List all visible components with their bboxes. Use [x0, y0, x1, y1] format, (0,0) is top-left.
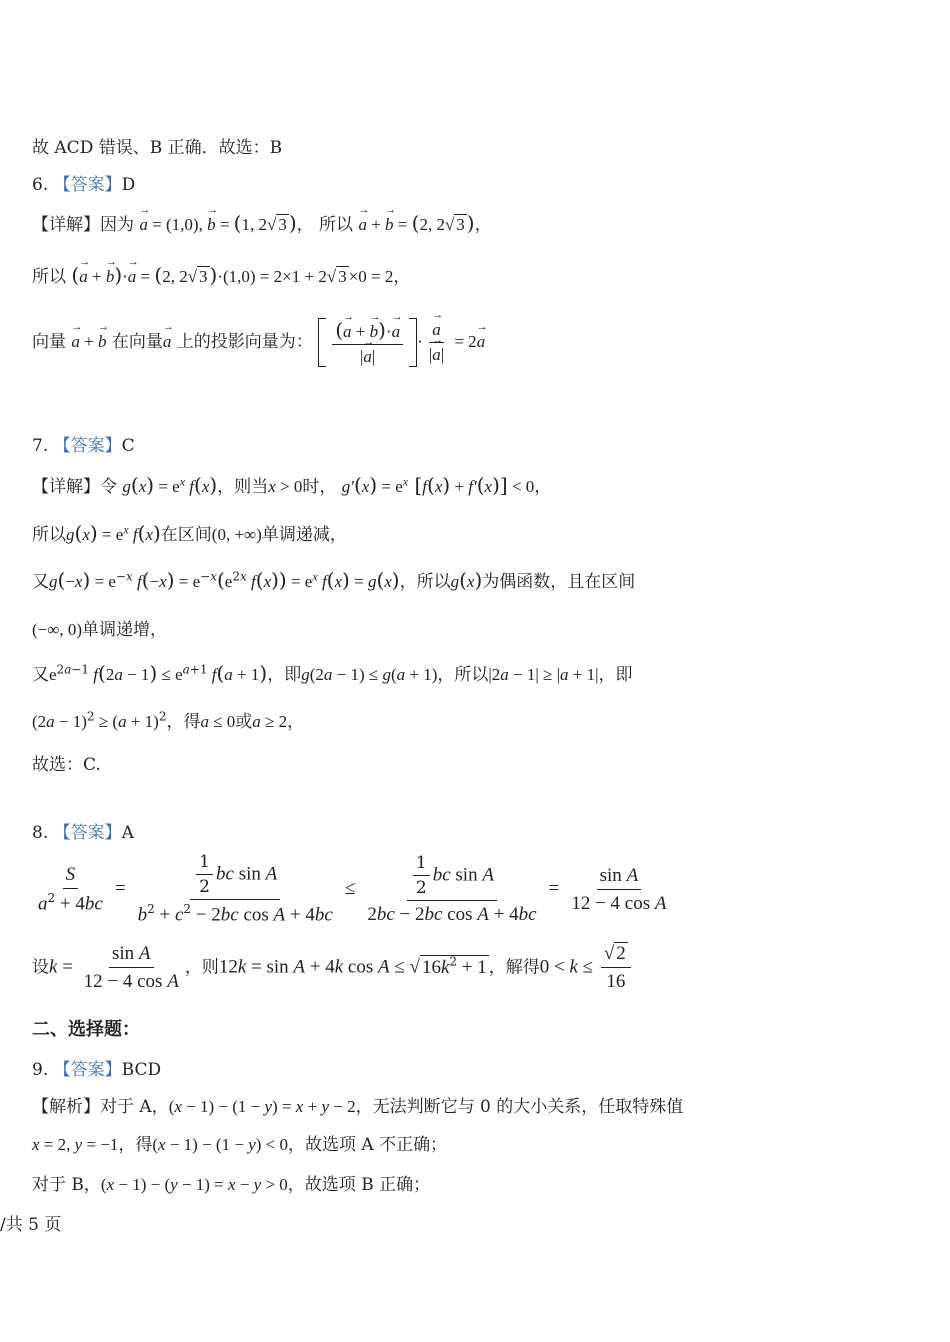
q8-answer-line: 8. 【答案】A [32, 823, 134, 843]
q6-answer-line: 6. 【答案】D [32, 175, 136, 195]
q7-detail-line-2: 所以$g(x) = e^x$ f(x)在区间(0, +∞)单调递减， [32, 521, 347, 545]
q7-detail-line-1: 【详解】令 $g(x) = e^x$ f(x)，则当x > 0时， $g'(x) = e^x$ [f(x) + f′(x)] < 0， [32, 473, 552, 497]
answer-tag: 【答案】 [53, 823, 122, 843]
answer-tag: 【答案】 [53, 175, 122, 195]
q9-answer-line: 9. 【答案】BCD [32, 1060, 162, 1080]
answer-tag: 【答案】 [53, 1060, 122, 1080]
projection-bracket: $\frac{(a \to + b \to)\cdot a \to}{|a \to|}$ [318, 318, 417, 367]
q7-detail-line-4: (−∞, 0)单调递增， [32, 620, 168, 640]
q9-detail-line-3: 对于 B，(x − 1) − (y − 1) = x − y > 0，故选项 B 正确； [32, 1175, 431, 1195]
q7-detail-line-6: $(2a - 1)^2 \ge (a + 1)^2$，得a ≤ 0或a ≥ 2， [32, 709, 305, 732]
section-heading: 二、选择题： [32, 1019, 140, 1040]
q6-detail-line-3: 向量 a → + b → 在向量a → 上的投影向量为： $\frac{(a \to + b \to)\cdot a \to}{|a \to|}$ · $\frac{a \to}{|a \to|}$ = 2a → [32, 318, 485, 367]
q9-detail-line-1: 【解析】对于 A，(x − 1) − (1 − y) = x + y − 2，无法判断它与 0 的大小关系，任取特殊值 [32, 1097, 684, 1117]
conclusion-line-5: 故 ACD 错误、B 正确．故选：B [32, 138, 283, 158]
q7-answer-line: 7. 【答案】C [32, 436, 135, 456]
q7-detail-line-5: 又$e^{2a-1}$ $f(2a - 1) \le e^{a+1}$ f(a + 1)，即g(2a − 1) ≤ g(a + 1)，所以|2a − 1| ≥ |a + 1|，即 [32, 661, 633, 685]
q6-detail-line-1: 【详解】因为 a → = (1,0), b → = (1, 2√ 3 )， 所以 a → + b → = (2, 2√ 3 )， [32, 210, 492, 235]
q8-detail-line-2: 设k = $\frac{\text{sin A}}{\text{12 − 4 cos A}}$ ，则12k = sin A + 4k cos A ≤ √ $16k^2 + 1$ ，解得0 < k ≤ $\frac{√ 2}{16}$ [32, 942, 634, 993]
q6-detail-line-2: 所以 (a → + b →)·a → = (2, 2√ 3 )·(1,0) = 2×1 + 2√ 3 ×0 = 2， [32, 262, 410, 287]
q7-conclusion: 故选：C. [32, 755, 101, 775]
q8-fraction-chain: $\frac{S}{a^2 + 4bc}$ = $\frac{1}{2}$ bc sin A $b^2 + c^2 - 2bc$ cos A + 4bc ≤ $\frac{1}{2}$ bc sin A 2bc − 2bc cos A + 4bc = $\frac{\text{sin A}}{\text{12 − 4 cos A}}$ [38, 852, 667, 926]
q9-detail-line-2: x = 2, y = −1，得(x − 1) − (1 − y) < 0，故选项 A 不正确； [32, 1135, 448, 1155]
answer-tag: 【答案】 [53, 436, 122, 456]
q7-detail-line-3: 又$g(-x) = e^{-x}$ $f(-x) = e^{-x}(e^{2x}$ $f(x)) = e^x$ f(x) = g(x)，所以g(x)为偶函数，且在区间 [32, 568, 636, 592]
page-footer: /共 5 页 [0, 1215, 62, 1235]
